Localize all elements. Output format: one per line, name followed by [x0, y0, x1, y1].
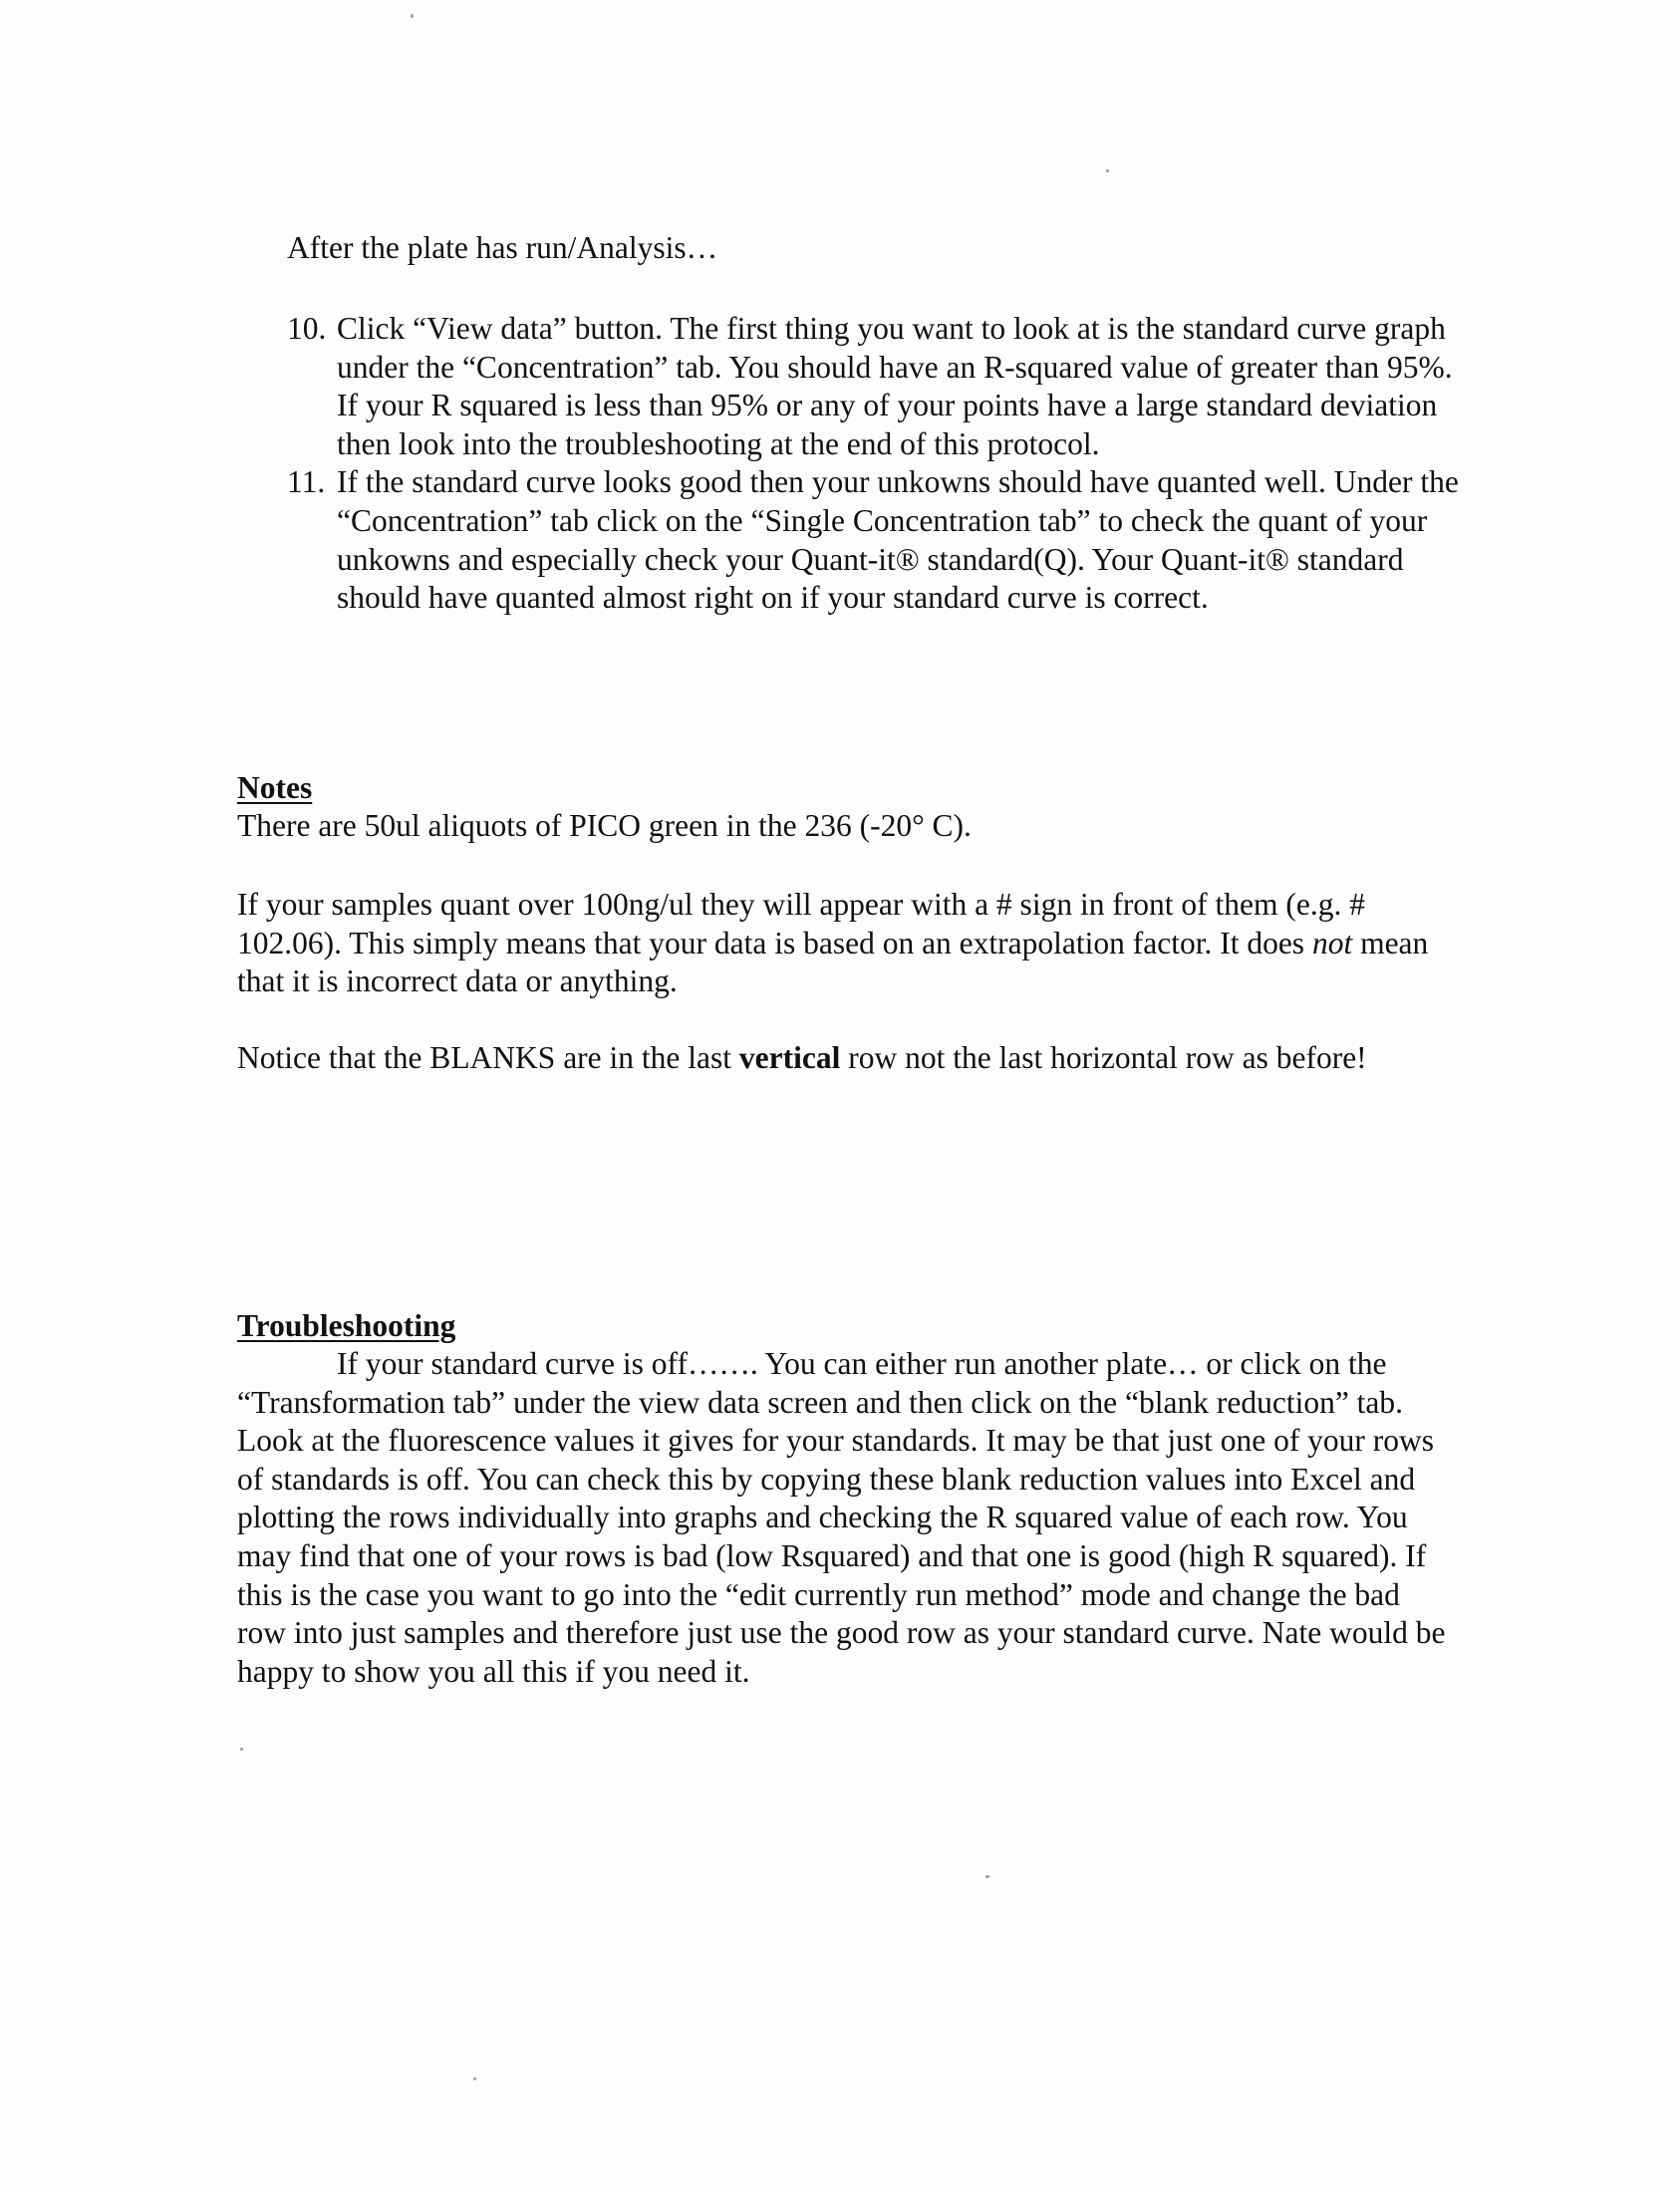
notes-text: Notice that the BLANKS are in the last: [237, 1040, 739, 1075]
step-number: 10.: [287, 311, 327, 346]
notes-text: row not the last horizontal row as before!: [840, 1040, 1367, 1075]
scan-speck: [411, 14, 414, 18]
step-item: [287, 310, 1463, 463]
notes-paragraph: There are 50ul aliquots of PICO green in the 236 (-20° C).: [237, 808, 972, 843]
scan-speck: [473, 2077, 476, 2080]
notes-paragraph: [237, 1039, 1453, 1078]
intro-line: After the plate has run/Analysis…: [287, 230, 718, 265]
scan-speck: [1106, 169, 1109, 172]
notes-bold: vertical: [738, 1040, 841, 1075]
notes-text: mean that it is incorrect data or anything.: [237, 925, 1429, 999]
notes-paragraph: [237, 886, 1453, 1001]
troubleshooting-heading: Troubleshooting: [237, 1308, 456, 1343]
step-text: Click “View data” button. The first thing you want to look at is the standard curve graph under the “Concentration” tab. You should have an R-squared value of greater than 95%. If your R squared is less than 95% or any of your points have a large standard deviation then look into the troubleshooting at the end of this protocol.: [337, 311, 1453, 461]
step-list: [287, 310, 1463, 618]
troubleshooting-paragraph: If your standard curve is off……. You can either run another plate… or click on the “Transformation tab” under the view data screen and then click on the “blank reduction” tab. Look at the fluorescence values it gives for your standards. It may be that just one of your rows of standards is off. You can check this by copying these blank reduction values into Excel and plotting the rows individually into graphs and checking the R squared value of each row. You may find that one of your rows is bad (low Rsquared) and that one is good (high R squared). If this is the case you want to go into the “edit currently run method” mode and change the bad row into just samples and therefore just use the good row as your standard curve. Nate would be happy to show you all this if you need it.: [237, 1346, 1446, 1689]
step-item: [287, 463, 1463, 617]
step-text: If the standard curve looks good then your unkowns should have quanted well. Under the “Concentration” tab click on the “Single Concentration tab” to check the quant of your unkowns and especially check your Quant-it® standard(Q). Your Quant-it® standard should have quanted almost right on if your standard curve is correct.: [337, 464, 1459, 616]
scan-speck: [985, 1875, 989, 1878]
notes-text: If your samples quant over 100ng/ul they will appear with a # sign in front of them (e.g. # 102.06). This simply means that your data is based on an extrapolation factor. It does: [237, 887, 1366, 960]
notes-emphasis: not: [1311, 925, 1353, 960]
scan-speck: [240, 1748, 243, 1751]
notes-heading: Notes: [237, 770, 313, 805]
step-number: 11.: [287, 464, 326, 500]
